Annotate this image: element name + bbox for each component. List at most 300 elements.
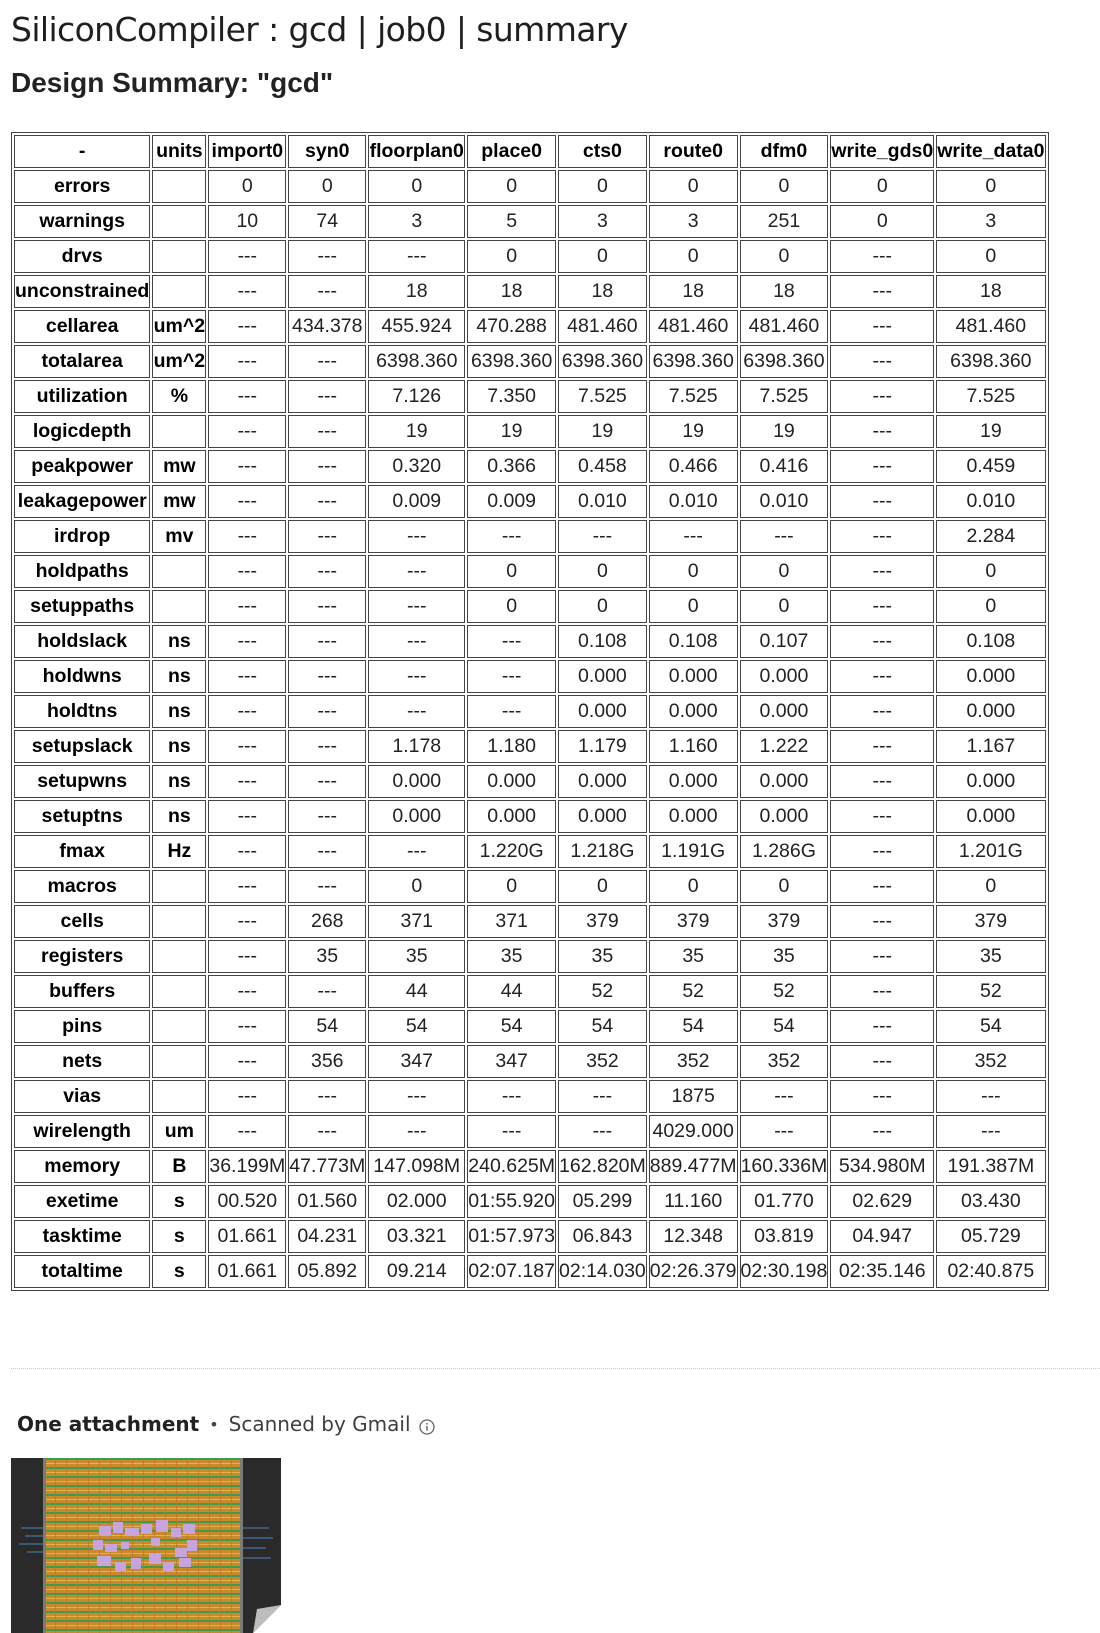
column-header-metric: - [14, 135, 150, 168]
value-cell: 19 [936, 415, 1045, 448]
value-cell: 5 [467, 205, 556, 238]
value-cell: 0.108 [936, 625, 1045, 658]
table-row [14, 590, 1046, 623]
summary-table-container [11, 132, 1049, 1291]
value-cell: --- [368, 1115, 465, 1148]
value-cell: 05.299 [558, 1185, 647, 1218]
value-cell: 0.000 [558, 695, 647, 728]
value-cell: 1.178 [368, 730, 465, 763]
table-row [14, 625, 1046, 658]
value-cell: --- [288, 765, 366, 798]
value-cell: 35 [288, 940, 366, 973]
unit-cell [152, 415, 206, 448]
metric-name-cell: wirelength [14, 1115, 150, 1148]
table-row [14, 1115, 1046, 1148]
value-cell: 52 [936, 975, 1045, 1008]
value-cell: 03.321 [368, 1220, 465, 1253]
metric-name-cell: holdwns [14, 660, 150, 693]
value-cell: 7.350 [467, 380, 556, 413]
value-cell: --- [368, 555, 465, 588]
unit-cell [152, 590, 206, 623]
value-cell: 01:55.920 [467, 1185, 556, 1218]
value-cell: 0.000 [649, 765, 738, 798]
value-cell: --- [830, 310, 934, 343]
unit-cell [152, 975, 206, 1008]
value-cell: --- [467, 520, 556, 553]
value-cell: 0 [467, 170, 556, 203]
value-cell: --- [208, 905, 286, 938]
value-cell: 0.000 [740, 800, 829, 833]
value-cell: 0.000 [936, 765, 1045, 798]
value-cell: --- [936, 1080, 1045, 1113]
value-cell: 01.661 [208, 1220, 286, 1253]
value-cell: 0.000 [649, 695, 738, 728]
table-row [14, 660, 1046, 693]
value-cell: 04.947 [830, 1220, 934, 1253]
value-cell: 0 [830, 205, 934, 238]
value-cell: 0.000 [649, 660, 738, 693]
value-cell: 470.288 [467, 310, 556, 343]
value-cell: --- [288, 1115, 366, 1148]
value-cell: --- [649, 520, 738, 553]
value-cell: 481.460 [558, 310, 647, 343]
table-row [14, 730, 1046, 763]
value-cell: --- [288, 485, 366, 518]
table-row [14, 520, 1046, 553]
value-cell: --- [208, 660, 286, 693]
value-cell: 434.378 [288, 310, 366, 343]
value-cell: 18 [936, 275, 1045, 308]
value-cell: --- [208, 800, 286, 833]
value-cell: --- [467, 1115, 556, 1148]
value-cell: 0.320 [368, 450, 465, 483]
value-cell: 44 [467, 975, 556, 1008]
table-row [14, 1045, 1046, 1078]
unit-cell [152, 205, 206, 238]
layout-preview-image [11, 1458, 281, 1633]
unit-cell: ns [152, 730, 206, 763]
unit-cell: um [152, 1115, 206, 1148]
value-cell: 7.525 [740, 380, 829, 413]
value-cell: 03.430 [936, 1185, 1045, 1218]
unit-cell [152, 240, 206, 273]
value-cell: --- [288, 660, 366, 693]
value-cell: --- [208, 870, 286, 903]
table-row [14, 555, 1046, 588]
value-cell: 0.000 [368, 800, 465, 833]
value-cell: --- [208, 380, 286, 413]
value-cell: --- [208, 730, 286, 763]
value-cell: 0.466 [649, 450, 738, 483]
value-cell: --- [288, 975, 366, 1008]
table-row [14, 1080, 1046, 1113]
value-cell: 09.214 [368, 1255, 465, 1288]
value-cell: 0.010 [558, 485, 647, 518]
value-cell: 0.010 [740, 485, 829, 518]
value-cell: 0.000 [740, 660, 829, 693]
value-cell: 0 [649, 240, 738, 273]
value-cell: 6398.360 [558, 345, 647, 378]
column-header-step: dfm0 [740, 135, 829, 168]
value-cell: 01:57.973 [467, 1220, 556, 1253]
value-cell: 6398.360 [649, 345, 738, 378]
value-cell: 0.000 [936, 660, 1045, 693]
value-cell: 0 [649, 555, 738, 588]
table-body [14, 170, 1046, 1288]
unit-cell: s [152, 1220, 206, 1253]
email-subject: SiliconCompiler : gcd | job0 | summary [11, 10, 628, 49]
value-cell: --- [830, 870, 934, 903]
metric-name-cell: logicdepth [14, 415, 150, 448]
unit-cell: ns [152, 800, 206, 833]
value-cell: 371 [467, 905, 556, 938]
value-cell: --- [830, 555, 934, 588]
value-cell: 6398.360 [936, 345, 1045, 378]
value-cell: 481.460 [649, 310, 738, 343]
column-header-step: place0 [467, 135, 556, 168]
value-cell: --- [830, 240, 934, 273]
value-cell: --- [830, 695, 934, 728]
value-cell: 0 [936, 590, 1045, 623]
value-cell: --- [558, 520, 647, 553]
value-cell: 54 [288, 1010, 366, 1043]
value-cell: --- [288, 800, 366, 833]
value-cell: 251 [740, 205, 829, 238]
value-cell: 0 [558, 870, 647, 903]
value-cell: 18 [649, 275, 738, 308]
metric-name-cell: buffers [14, 975, 150, 1008]
value-cell: 35 [467, 940, 556, 973]
value-cell: --- [288, 870, 366, 903]
metric-name-cell: tasktime [14, 1220, 150, 1253]
value-cell: --- [830, 415, 934, 448]
value-cell: 7.525 [649, 380, 738, 413]
metric-name-cell: holdtns [14, 695, 150, 728]
value-cell: 3 [368, 205, 465, 238]
value-cell: 0 [208, 170, 286, 203]
value-cell: 534.980M [830, 1150, 934, 1183]
value-cell: 352 [558, 1045, 647, 1078]
value-cell: 7.525 [936, 380, 1045, 413]
metric-name-cell: holdslack [14, 625, 150, 658]
value-cell: 1.180 [467, 730, 556, 763]
table-row [14, 870, 1046, 903]
value-cell: --- [368, 835, 465, 868]
value-cell: 35 [649, 940, 738, 973]
value-cell: 0 [558, 590, 647, 623]
value-cell: --- [288, 345, 366, 378]
value-cell: 18 [368, 275, 465, 308]
table-row [14, 170, 1046, 203]
value-cell: --- [208, 835, 286, 868]
unit-cell: mv [152, 520, 206, 553]
value-cell: 0 [740, 555, 829, 588]
value-cell: 356 [288, 1045, 366, 1078]
metric-name-cell: exetime [14, 1185, 150, 1218]
value-cell: --- [288, 625, 366, 658]
table-row [14, 1185, 1046, 1218]
value-cell: 0.010 [649, 485, 738, 518]
value-cell: 01.661 [208, 1255, 286, 1288]
value-cell: 0 [558, 555, 647, 588]
column-header-step: route0 [649, 135, 738, 168]
value-cell: 379 [936, 905, 1045, 938]
value-cell: 352 [740, 1045, 829, 1078]
value-cell: --- [208, 940, 286, 973]
value-cell: --- [830, 450, 934, 483]
column-header-step: cts0 [558, 135, 647, 168]
value-cell: 02:26.379 [649, 1255, 738, 1288]
value-cell: 02.000 [368, 1185, 465, 1218]
value-cell: 1875 [649, 1080, 738, 1113]
value-cell: 54 [558, 1010, 647, 1043]
unit-cell: mw [152, 450, 206, 483]
value-cell: 0 [368, 170, 465, 203]
table-row [14, 940, 1046, 973]
value-cell: 6398.360 [467, 345, 556, 378]
metric-name-cell: peakpower [14, 450, 150, 483]
value-cell: --- [368, 660, 465, 693]
value-cell: 05.892 [288, 1255, 366, 1288]
value-cell: --- [288, 380, 366, 413]
value-cell: --- [830, 380, 934, 413]
metric-name-cell: fmax [14, 835, 150, 868]
value-cell: --- [208, 310, 286, 343]
table-row [14, 695, 1046, 728]
value-cell: 162.820M [558, 1150, 647, 1183]
table-row [14, 1010, 1046, 1043]
value-cell: 0.416 [740, 450, 829, 483]
value-cell: 0 [649, 870, 738, 903]
value-cell: --- [830, 275, 934, 308]
value-cell: 0.000 [649, 800, 738, 833]
value-cell: 455.924 [368, 310, 465, 343]
value-cell: --- [830, 905, 934, 938]
metric-name-cell: leakagepower [14, 485, 150, 518]
unit-cell [152, 1010, 206, 1043]
table-row [14, 975, 1046, 1008]
value-cell: --- [830, 590, 934, 623]
value-cell: 0 [936, 170, 1045, 203]
unit-cell: s [152, 1255, 206, 1288]
value-cell: 371 [368, 905, 465, 938]
scanned-label: Scanned by Gmail [228, 1412, 411, 1436]
value-cell: 44 [368, 975, 465, 1008]
value-cell: 1.191G [649, 835, 738, 868]
value-cell: --- [830, 1010, 934, 1043]
metric-name-cell: vias [14, 1080, 150, 1113]
table-row [14, 835, 1046, 868]
value-cell: 06.843 [558, 1220, 647, 1253]
metric-name-cell: cellarea [14, 310, 150, 343]
value-cell: 481.460 [936, 310, 1045, 343]
value-cell: 0.000 [368, 765, 465, 798]
value-cell: 3 [558, 205, 647, 238]
value-cell: --- [288, 520, 366, 553]
value-cell: 3 [936, 205, 1045, 238]
value-cell: 0 [649, 590, 738, 623]
value-cell: 54 [368, 1010, 465, 1043]
metric-name-cell: setuptns [14, 800, 150, 833]
table-row [14, 450, 1046, 483]
value-cell: 01.770 [740, 1185, 829, 1218]
value-cell: 347 [467, 1045, 556, 1078]
value-cell: 1.218G [558, 835, 647, 868]
value-cell: --- [288, 730, 366, 763]
value-cell: 54 [467, 1010, 556, 1043]
value-cell: --- [208, 1010, 286, 1043]
value-cell: 18 [558, 275, 647, 308]
value-cell: --- [208, 695, 286, 728]
value-cell: --- [830, 765, 934, 798]
value-cell: 1.286G [740, 835, 829, 868]
value-cell: 0.000 [467, 800, 556, 833]
value-cell: --- [740, 520, 829, 553]
value-cell: --- [830, 485, 934, 518]
value-cell: --- [830, 975, 934, 1008]
value-cell: --- [288, 555, 366, 588]
value-cell: 481.460 [740, 310, 829, 343]
value-cell: 35 [368, 940, 465, 973]
info-circle-icon[interactable] [419, 1416, 435, 1432]
value-cell: 0 [740, 590, 829, 623]
value-cell: 02:07.187 [467, 1255, 556, 1288]
value-cell: 54 [936, 1010, 1045, 1043]
value-cell: --- [288, 835, 366, 868]
value-cell: 0.000 [558, 660, 647, 693]
value-cell: --- [208, 590, 286, 623]
value-cell: --- [467, 1080, 556, 1113]
design-summary-title: Design Summary: "gcd" [11, 67, 334, 98]
value-cell: --- [368, 625, 465, 658]
value-cell: --- [208, 555, 286, 588]
metric-name-cell: totalarea [14, 345, 150, 378]
column-header-units: units [152, 135, 206, 168]
value-cell: 02.629 [830, 1185, 934, 1218]
unit-cell [152, 555, 206, 588]
value-cell: --- [368, 1080, 465, 1113]
value-cell: 19 [740, 415, 829, 448]
value-cell: 52 [558, 975, 647, 1008]
value-cell: 04.231 [288, 1220, 366, 1253]
value-cell: 0.010 [936, 485, 1045, 518]
value-cell: 18 [740, 275, 829, 308]
value-cell: --- [830, 1115, 934, 1148]
table-row [14, 1150, 1046, 1183]
value-cell: 1.220G [467, 835, 556, 868]
value-cell: 0.458 [558, 450, 647, 483]
value-cell: 0 [467, 240, 556, 273]
value-cell: --- [288, 240, 366, 273]
value-cell: --- [208, 275, 286, 308]
value-cell: --- [288, 275, 366, 308]
attachment-thumbnail[interactable] [11, 1458, 281, 1633]
value-cell: 0 [649, 170, 738, 203]
value-cell: --- [467, 695, 556, 728]
value-cell: 19 [649, 415, 738, 448]
value-cell: 0 [936, 555, 1045, 588]
value-cell: 52 [740, 975, 829, 1008]
table-row [14, 1220, 1046, 1253]
value-cell: 0 [830, 170, 934, 203]
value-cell: 268 [288, 905, 366, 938]
value-cell: --- [467, 660, 556, 693]
value-cell: --- [208, 765, 286, 798]
value-cell: 35 [936, 940, 1045, 973]
value-cell: 347 [368, 1045, 465, 1078]
value-cell: 35 [558, 940, 647, 973]
summary-table [11, 132, 1049, 1291]
value-cell: 2.284 [936, 520, 1045, 553]
value-cell: 12.348 [649, 1220, 738, 1253]
value-cell: 02:30.198 [740, 1255, 829, 1288]
value-cell: 0 [740, 870, 829, 903]
value-cell: --- [208, 975, 286, 1008]
value-cell: 7.126 [368, 380, 465, 413]
value-cell: 10 [208, 205, 286, 238]
value-cell: --- [208, 415, 286, 448]
unit-cell [152, 905, 206, 938]
value-cell: 379 [740, 905, 829, 938]
unit-cell [152, 940, 206, 973]
unit-cell: B [152, 1150, 206, 1183]
column-header-step: floorplan0 [368, 135, 465, 168]
metric-name-cell: warnings [14, 205, 150, 238]
value-cell: 0.000 [740, 695, 829, 728]
metric-name-cell: holdpaths [14, 555, 150, 588]
value-cell: 352 [649, 1045, 738, 1078]
table-row [14, 380, 1046, 413]
value-cell: 02:35.146 [830, 1255, 934, 1288]
unit-cell: Hz [152, 835, 206, 868]
value-cell: 0 [936, 870, 1045, 903]
value-cell: --- [208, 485, 286, 518]
table-row [14, 415, 1046, 448]
value-cell: 160.336M [740, 1150, 829, 1183]
value-cell: 0 [467, 870, 556, 903]
value-cell: --- [830, 1045, 934, 1078]
value-cell: --- [830, 940, 934, 973]
value-cell: 05.729 [936, 1220, 1045, 1253]
value-cell: --- [288, 415, 366, 448]
value-cell: 02:14.030 [558, 1255, 647, 1288]
value-cell: --- [368, 590, 465, 623]
attachments-header [17, 1412, 435, 1436]
value-cell: 0.000 [936, 695, 1045, 728]
metric-name-cell: macros [14, 870, 150, 903]
metric-name-cell: registers [14, 940, 150, 973]
value-cell: --- [830, 800, 934, 833]
value-cell: 0 [558, 170, 647, 203]
section-divider [11, 1368, 1100, 1369]
value-cell: 4029.000 [649, 1115, 738, 1148]
value-cell: --- [830, 1080, 934, 1113]
value-cell: 1.222 [740, 730, 829, 763]
unit-cell: ns [152, 765, 206, 798]
value-cell: --- [368, 240, 465, 273]
table-row [14, 345, 1046, 378]
value-cell: --- [830, 625, 934, 658]
unit-cell [152, 1080, 206, 1113]
value-cell: 54 [740, 1010, 829, 1043]
value-cell: 0.108 [649, 625, 738, 658]
metric-name-cell: setuppaths [14, 590, 150, 623]
metric-name-cell: nets [14, 1045, 150, 1078]
unit-cell [152, 275, 206, 308]
value-cell: 19 [368, 415, 465, 448]
value-cell: 379 [558, 905, 647, 938]
value-cell: --- [208, 520, 286, 553]
